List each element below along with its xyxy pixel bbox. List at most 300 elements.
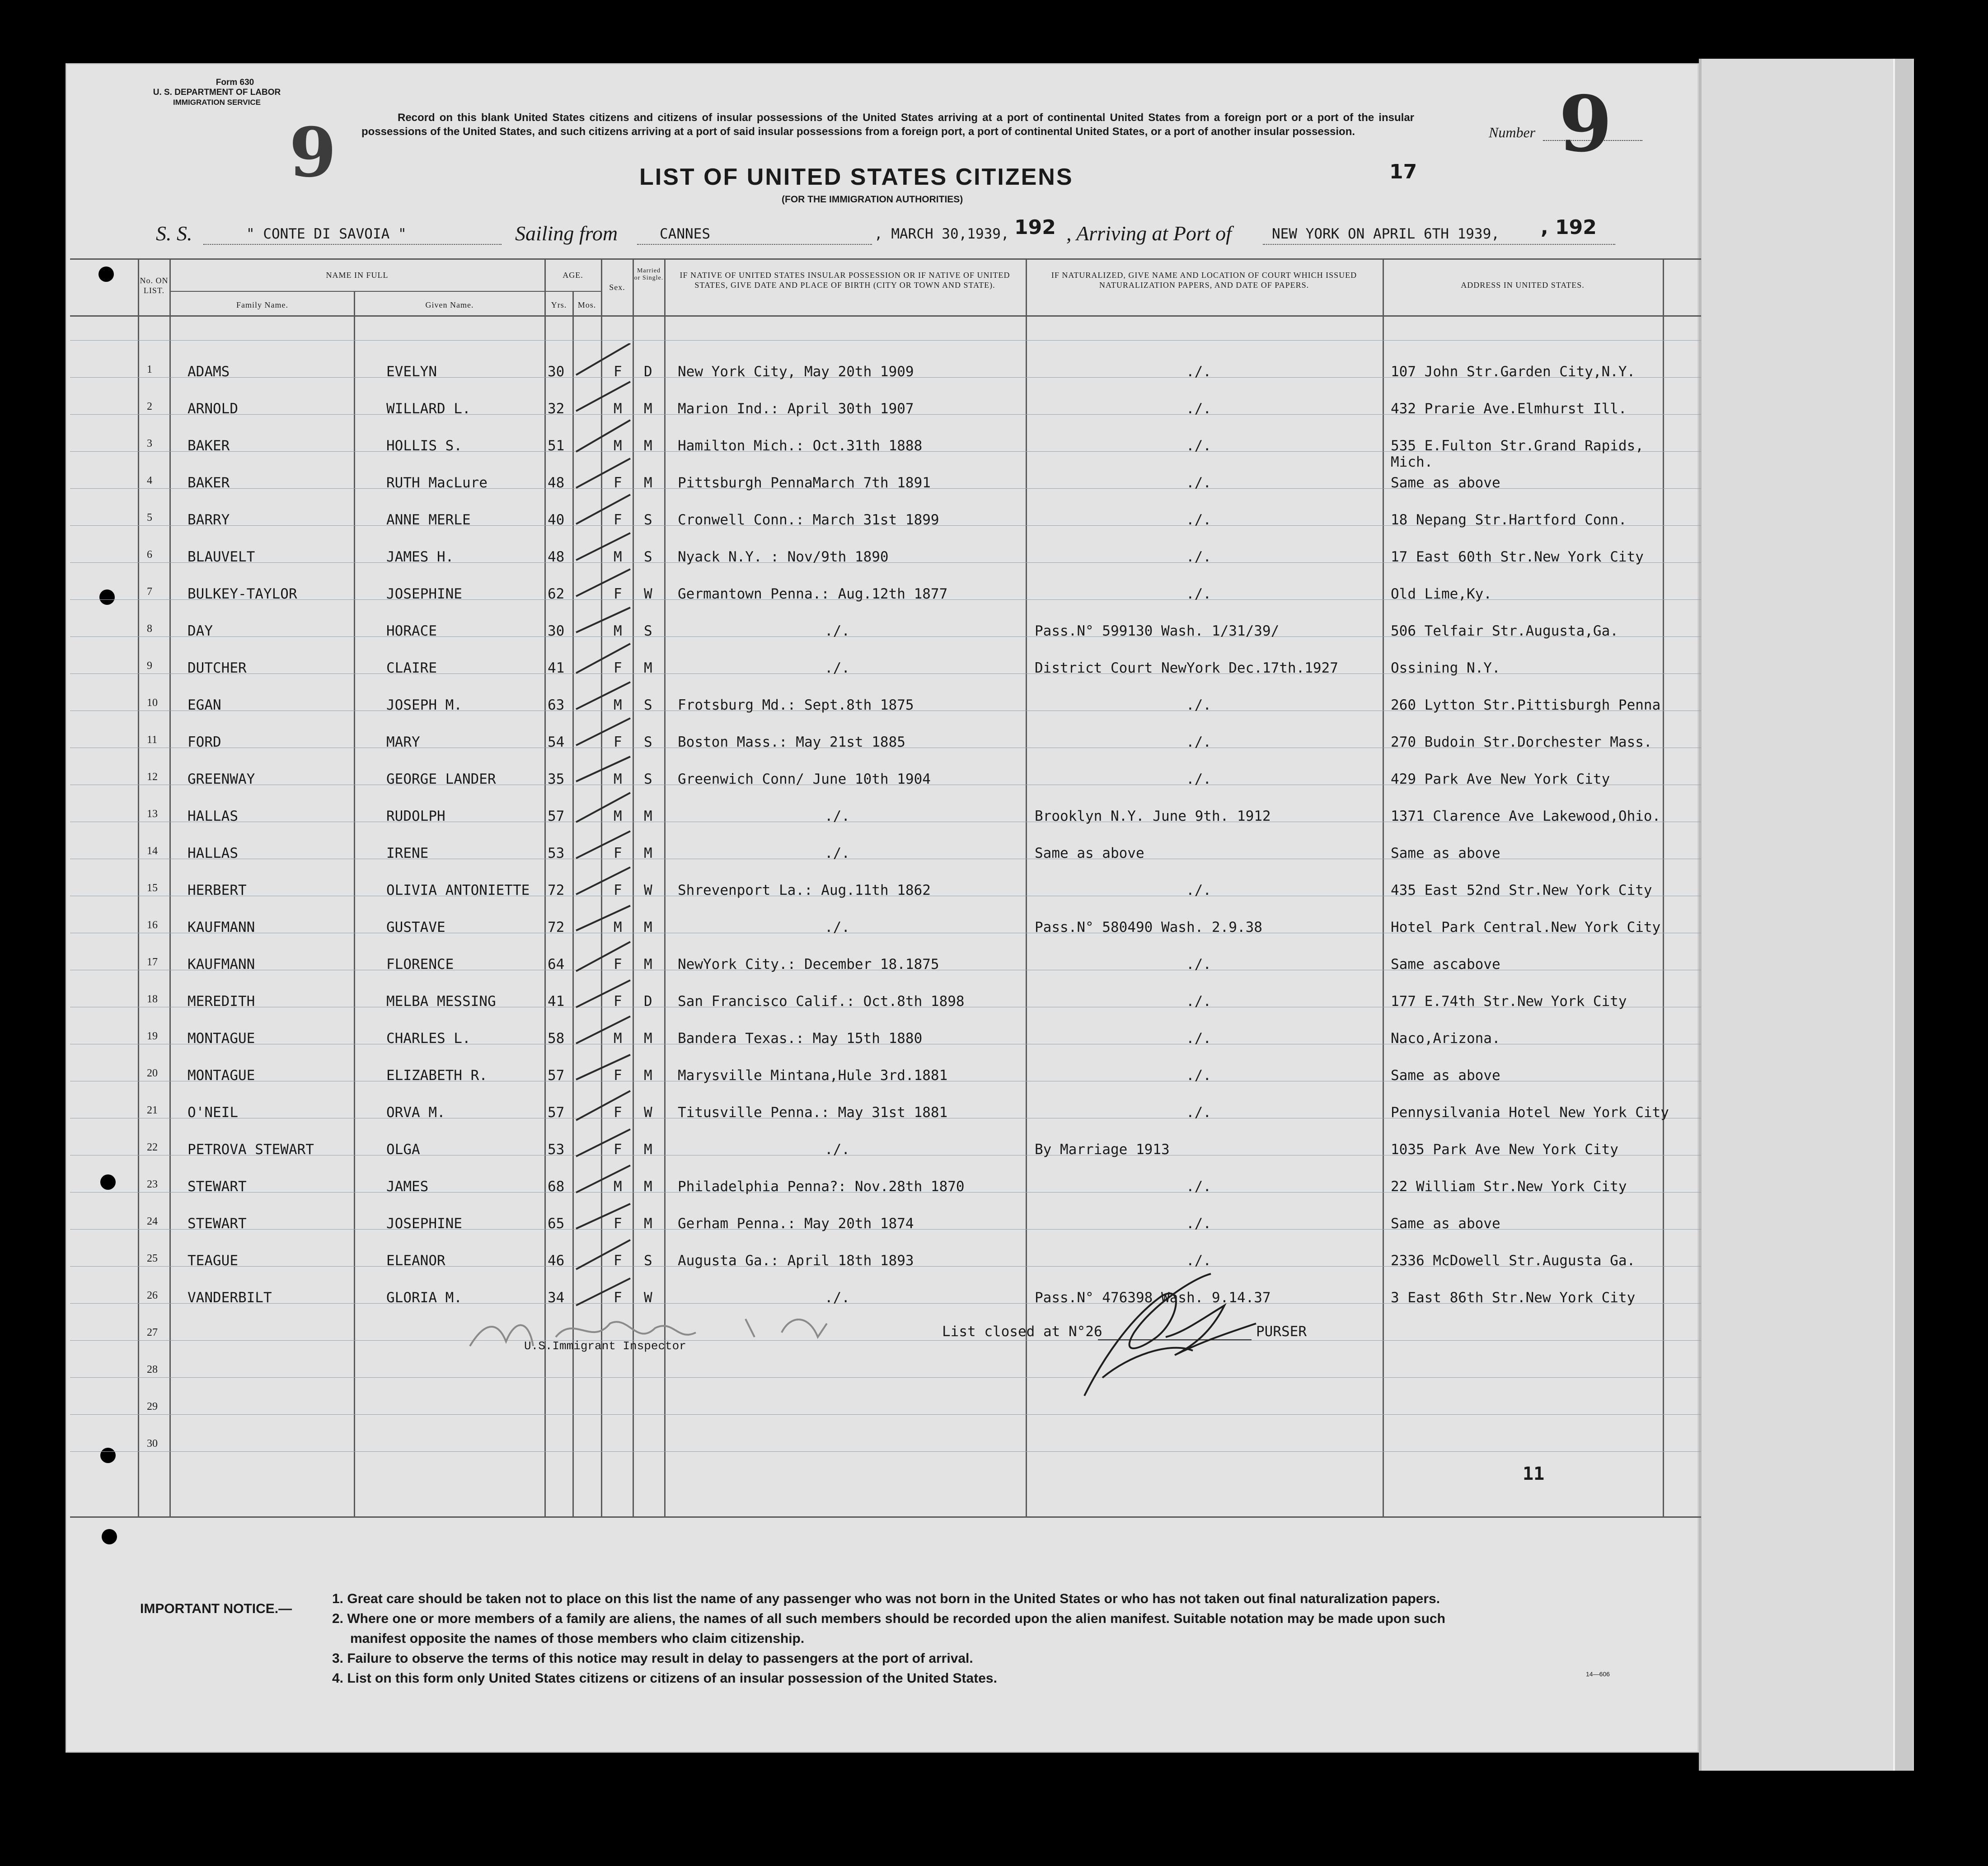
row-number: 21 xyxy=(147,1104,158,1116)
age-years: 72 xyxy=(548,919,565,935)
row-number: 10 xyxy=(147,697,158,709)
form-code: 14—606 xyxy=(1586,1670,1610,1678)
naturalization: ./. xyxy=(1186,438,1211,454)
age-years: 40 xyxy=(548,512,565,528)
given-name: JAMES H. xyxy=(386,549,454,565)
sex: F xyxy=(614,586,622,602)
row-number: 3 xyxy=(147,438,152,449)
sex: F xyxy=(614,993,622,1010)
col-header-naturalized: IF NATURALIZED, GIVE NAME AND LOCATION OF COURT WHICH ISSUED NATURALIZATION PAPERS, AND DATE OF PAPERS. xyxy=(1051,271,1357,290)
age-years: 64 xyxy=(548,956,565,973)
row-number: 28 xyxy=(147,1364,158,1375)
given-name: ORVA M. xyxy=(386,1104,445,1121)
row-number: 29 xyxy=(147,1401,158,1412)
given-name: ELEANOR xyxy=(386,1253,445,1269)
given-name: RUTH MacLure xyxy=(386,475,488,491)
row-rule xyxy=(70,1414,1701,1415)
naturalization: ./. xyxy=(1186,475,1211,491)
address: Same as above xyxy=(1391,475,1500,491)
family-name: BULKEY-TAYLOR xyxy=(188,586,297,602)
age-years: 65 xyxy=(548,1216,565,1232)
family-name: O'NEIL xyxy=(188,1104,238,1121)
purser-signature-icon xyxy=(1075,1265,1265,1405)
family-name: KAUFMANN xyxy=(188,919,255,935)
row-number: 9 xyxy=(147,660,152,672)
age-years: 48 xyxy=(548,475,565,491)
given-name: GEORGE LANDER xyxy=(386,771,496,787)
punch-hole xyxy=(98,267,114,282)
given-name: OLGA xyxy=(386,1141,420,1158)
page-title: LIST OF UNITED STATES CITIZENS xyxy=(639,164,1074,190)
sex: M xyxy=(614,771,622,787)
table-row xyxy=(0,660,1988,678)
birth-place-date: Pittsburgh PennaMarch 7th 1891 xyxy=(678,475,931,491)
table-row xyxy=(0,845,1988,863)
row-number: 6 xyxy=(147,549,152,561)
punch-hole xyxy=(102,1529,117,1544)
birth-place-date: Shrevenport La.: Aug.11th 1862 xyxy=(678,882,931,898)
sex: F xyxy=(614,1253,622,1269)
address: 432 Prarie Ave.Elmhurst Ill. xyxy=(1391,401,1627,417)
notice-item: 2. Where one or more members of a family are aliens, the names of all such members should be recorded upon the alien manifest. Suitable notation may be made upon such xyxy=(332,1611,1445,1626)
sex: F xyxy=(614,475,622,491)
table-row xyxy=(0,438,1988,470)
marital-status: W xyxy=(644,882,652,898)
birth-place-date: NewYork City.: December 18.1875 xyxy=(678,956,939,973)
marital-status: M xyxy=(644,1179,652,1195)
address: Same ascabove xyxy=(1391,956,1500,973)
list-closed-note: List closed at N°26 xyxy=(942,1324,1102,1340)
col-header-name: NAME IN FULL xyxy=(326,271,389,280)
sex: M xyxy=(614,438,622,454)
inspector-label: U.S.Immigrant Inspector xyxy=(524,1339,686,1353)
naturalization: ./. xyxy=(1186,882,1211,898)
naturalization: ./. xyxy=(1186,697,1211,713)
birth-place-date: ./. xyxy=(825,660,850,676)
row-number: 4 xyxy=(147,475,152,486)
page-edge xyxy=(1893,59,1913,1771)
birth-place-date: ./. xyxy=(825,623,850,639)
marital-status: W xyxy=(644,586,652,602)
ship-line xyxy=(203,244,502,245)
naturalization: ./. xyxy=(1186,1216,1211,1232)
purser-label: PURSER xyxy=(1256,1324,1307,1340)
age-years: 46 xyxy=(548,1253,565,1269)
naturalization: ./. xyxy=(1186,549,1211,565)
marital-status: M xyxy=(644,1216,652,1232)
table-row xyxy=(0,993,1988,1011)
table-row xyxy=(0,1141,1988,1160)
number-label: Number xyxy=(1489,124,1536,140)
marital-status: M xyxy=(644,1141,652,1158)
family-name: HALLAS xyxy=(188,808,238,824)
row-number: 27 xyxy=(147,1327,158,1338)
family-name: TEAGUE xyxy=(188,1253,238,1269)
ss-label: S. S. xyxy=(156,222,192,245)
marital-status: S xyxy=(644,623,652,639)
family-name: BAKER xyxy=(188,438,230,454)
table-row xyxy=(0,401,1988,419)
punch-hole xyxy=(100,1448,116,1463)
table-row xyxy=(0,1030,1988,1048)
age-years: 57 xyxy=(548,1104,565,1121)
age-years: 35 xyxy=(548,771,565,787)
family-name: STEWART xyxy=(188,1216,247,1232)
row-number: 14 xyxy=(147,845,158,857)
naturalization: Brooklyn N.Y. June 9th. 1912 xyxy=(1035,808,1271,824)
given-name: WILLARD L. xyxy=(386,401,471,417)
row-rule xyxy=(70,1451,1701,1452)
family-name: ADAMS xyxy=(188,364,230,380)
given-name: RUDOLPH xyxy=(386,808,445,824)
name-sub-rule xyxy=(169,291,599,292)
sex: F xyxy=(614,956,622,973)
birth-place-date: Augusta Ga.: April 18th 1893 xyxy=(678,1253,914,1269)
sailing-date: , MARCH 30,1939, xyxy=(874,226,1009,242)
birth-place-date: Boston Mass.: May 21st 1885 xyxy=(678,734,905,750)
col-header-married: Married or Single. xyxy=(634,267,664,281)
given-name: CLAIRE xyxy=(386,660,437,676)
given-name: GLORIA M. xyxy=(386,1290,462,1306)
row-number: 1 xyxy=(147,364,152,375)
naturalization: ./. xyxy=(1186,586,1211,602)
age-years: 62 xyxy=(548,586,565,602)
naturalization: Pass.N° 599130 Wash. 1/31/39/ xyxy=(1035,623,1280,639)
row-number: 18 xyxy=(147,993,158,1005)
marital-status: M xyxy=(644,845,652,861)
row-number: 7 xyxy=(147,586,152,598)
table-row xyxy=(0,697,1988,715)
family-name: KAUFMANN xyxy=(188,956,255,973)
ship-name: " CONTE DI SAVOIA " xyxy=(246,226,407,242)
col-header-yrs: Yrs. xyxy=(551,300,567,309)
page-subtitle: (FOR THE IMMIGRATION AUTHORITIES) xyxy=(782,194,963,205)
table-row xyxy=(0,1253,1988,1271)
notice-item: 1. Great care should be taken not to place on this list the name of any passenger who was not born in the United States or who has not taken out final naturalization papers. xyxy=(332,1591,1440,1606)
year-stamp: 192 xyxy=(1014,216,1056,239)
address: 1035 Park Ave New York City xyxy=(1391,1141,1618,1158)
address: Old Lime,Ky. xyxy=(1391,586,1492,602)
age-years: 41 xyxy=(548,993,565,1010)
sex: M xyxy=(614,549,622,565)
given-name: JOSEPHINE xyxy=(386,586,462,602)
sailing-line xyxy=(637,244,872,245)
sex: M xyxy=(614,1030,622,1047)
marital-status: M xyxy=(644,956,652,973)
birth-place-date: Nyack N.Y. : Nov/9th 1890 xyxy=(678,549,889,565)
table-row xyxy=(0,1104,1988,1122)
birth-place-date: ./. xyxy=(825,1141,850,1158)
marital-status: S xyxy=(644,549,652,565)
row-number: 26 xyxy=(147,1290,158,1301)
row-number: 5 xyxy=(147,512,152,524)
notice-label: IMPORTANT NOTICE.— xyxy=(140,1601,292,1616)
naturalization: ./. xyxy=(1186,1179,1211,1195)
row-number: 19 xyxy=(147,1030,158,1042)
address: 535 E.Fulton Str.Grand Rapids, Mich. xyxy=(1391,438,1644,470)
family-name: BARRY xyxy=(188,512,230,528)
address: 3 East 86th Str.New York City xyxy=(1391,1290,1636,1306)
address: Ossining N.Y. xyxy=(1391,660,1500,676)
birth-place-date: Titusville Penna.: May 31st 1881 xyxy=(678,1104,948,1121)
arriving-label: , Arriving at Port of xyxy=(1066,222,1232,245)
address: 429 Park Ave New York City xyxy=(1391,771,1610,787)
birth-place-date: San Francisco Calif.: Oct.8th 1898 xyxy=(678,993,965,1010)
arriving-port: NEW YORK ON APRIL 6TH 1939, xyxy=(1272,226,1500,242)
age-years: 58 xyxy=(548,1030,565,1047)
address: Same as above xyxy=(1391,1216,1500,1232)
col-header-no: No. ON LIST. xyxy=(140,276,169,295)
left-stamp-number: 9 xyxy=(289,113,337,192)
col-header-address: ADDRESS IN UNITED STATES. xyxy=(1461,281,1585,290)
naturalization: ./. xyxy=(1186,771,1211,787)
manifest-sheet xyxy=(66,63,1699,1753)
notice-item: manifest opposite the names of those members who claim citizenship. xyxy=(350,1631,805,1646)
sailing-port: CANNES xyxy=(660,226,710,242)
marital-status: D xyxy=(644,993,652,1010)
col-header-native: IF NATIVE OF UNITED STATES INSULAR POSSESSION OR IF NATIVE OF UNITED STATES, GIVE DATE AND PLACE OF BIRTH (CITY OR TOWN AND STATE). xyxy=(680,271,1010,290)
col-header-sex: Sex. xyxy=(609,283,625,292)
form-number: Form 630 xyxy=(216,78,254,87)
age-years: 63 xyxy=(548,697,565,713)
sex: M xyxy=(614,623,622,639)
age-years: 57 xyxy=(548,808,565,824)
birth-place-date: ./. xyxy=(825,919,850,935)
naturalization: ./. xyxy=(1186,512,1211,528)
given-name: JOSEPH M. xyxy=(386,697,462,713)
birth-place-date: ./. xyxy=(825,1290,850,1306)
marital-status: M xyxy=(644,475,652,491)
sex: M xyxy=(614,808,622,824)
birth-place-date: Germantown Penna.: Aug.12th 1877 xyxy=(678,586,948,602)
given-name: ANNE MERLE xyxy=(386,512,471,528)
address: Pennysilvania Hotel New York City xyxy=(1391,1104,1669,1121)
birth-place-date: ./. xyxy=(825,845,850,861)
family-name: BAKER xyxy=(188,475,230,491)
address: 506 Telfair Str.Augusta,Ga. xyxy=(1391,623,1618,639)
row-number: 20 xyxy=(147,1067,158,1079)
table-row xyxy=(0,623,1988,641)
table-top-rule xyxy=(70,258,1701,260)
department-name: U. S. DEPARTMENT OF LABOR xyxy=(153,88,281,97)
marital-status: M xyxy=(644,660,652,676)
family-name: GREENWAY xyxy=(188,771,255,787)
birth-place-date: Cronwell Conn.: March 31st 1899 xyxy=(678,512,939,528)
birth-place-date: Hamilton Mich.: Oct.31th 1888 xyxy=(678,438,923,454)
col-header-age: AGE. xyxy=(563,271,583,280)
table-row xyxy=(0,549,1988,567)
row-number: 16 xyxy=(147,919,158,931)
row-number: 15 xyxy=(147,882,158,894)
given-name: MARY xyxy=(386,734,420,750)
table-row xyxy=(0,808,1988,826)
table-row xyxy=(0,512,1988,530)
family-name: FORD xyxy=(188,734,221,750)
naturalization: ./. xyxy=(1186,1104,1211,1121)
row-number: 24 xyxy=(147,1216,158,1227)
sex: F xyxy=(614,734,622,750)
marital-status: W xyxy=(644,1290,652,1306)
address: Hotel Park Central.New York City xyxy=(1391,919,1661,935)
family-name: HERBERT xyxy=(188,882,247,898)
given-name: ELIZABETH R. xyxy=(386,1067,488,1084)
year-stamp: , 192 xyxy=(1541,216,1597,239)
service-name: IMMIGRATION SERVICE xyxy=(173,98,261,107)
table-row xyxy=(0,475,1988,493)
family-name: STEWART xyxy=(188,1179,247,1195)
address: Naco,Arizona. xyxy=(1391,1030,1500,1047)
naturalization: Same as above xyxy=(1035,845,1144,861)
birth-place-date: Gerham Penna.: May 20th 1874 xyxy=(678,1216,914,1232)
address: 2336 McDowell Str.Augusta Ga. xyxy=(1391,1253,1636,1269)
table-row xyxy=(0,1179,1988,1197)
sex: M xyxy=(614,1179,622,1195)
given-name: JAMES xyxy=(386,1179,429,1195)
col-header-given: Given Name. xyxy=(425,300,474,309)
marital-status: M xyxy=(644,808,652,824)
table-row xyxy=(0,364,1988,382)
family-name: ARNOLD xyxy=(188,401,238,417)
family-name: MEREDITH xyxy=(188,993,255,1010)
family-name: MONTAGUE xyxy=(188,1030,255,1047)
sex: F xyxy=(614,512,622,528)
row-number: 22 xyxy=(147,1141,158,1153)
given-name: MELBA MESSING xyxy=(386,993,496,1010)
given-name: OLIVIA ANTONIETTE xyxy=(386,882,530,898)
age-years: 48 xyxy=(548,549,565,565)
address: Same as above xyxy=(1391,845,1500,861)
given-name: GUSTAVE xyxy=(386,919,445,935)
age-years: 53 xyxy=(548,1141,565,1158)
marital-status: S xyxy=(644,1253,652,1269)
address: 18 Nepang Str.Hartford Conn. xyxy=(1391,512,1627,528)
given-name: HORACE xyxy=(386,623,437,639)
row-number: 8 xyxy=(147,623,152,635)
family-name: PETROVA STEWART xyxy=(188,1141,314,1158)
age-years: 32 xyxy=(548,401,565,417)
row-number: 2 xyxy=(147,401,152,412)
sex: F xyxy=(614,882,622,898)
address: Same as above xyxy=(1391,1067,1500,1084)
marital-status: D xyxy=(644,364,652,380)
age-years: 51 xyxy=(548,438,565,454)
address: 22 William Str.New York City xyxy=(1391,1179,1627,1195)
row-number: 25 xyxy=(147,1253,158,1264)
table-row xyxy=(0,586,1988,604)
notice-items xyxy=(332,1589,1679,1688)
table-row xyxy=(0,882,1988,900)
family-name: MONTAGUE xyxy=(188,1067,255,1084)
address: 107 John Str.Garden City,N.Y. xyxy=(1391,364,1636,380)
row-rule xyxy=(70,1377,1701,1378)
age-years: 57 xyxy=(548,1067,565,1084)
sex: F xyxy=(614,1141,622,1158)
checkmark-tally-icon xyxy=(567,343,639,1337)
naturalization: Pass.N° 476398 Wash. 9.14.37 xyxy=(1035,1290,1271,1306)
marital-status: S xyxy=(644,512,652,528)
arriving-line xyxy=(1263,244,1615,245)
family-name: VANDERBILT xyxy=(188,1290,272,1306)
table-row xyxy=(0,771,1988,789)
sex: M xyxy=(614,401,622,417)
family-name: DAY xyxy=(188,623,213,639)
sex: F xyxy=(614,364,622,380)
family-name: DUTCHER xyxy=(188,660,247,676)
row-number: 11 xyxy=(147,734,158,746)
sex: F xyxy=(614,1104,622,1121)
page-number: 17 xyxy=(1389,160,1417,183)
notice-item: 4. List on this form only United States citizens or citizens of an insular possession of the United States. xyxy=(332,1671,997,1686)
row-number: 23 xyxy=(147,1179,158,1190)
age-years: 54 xyxy=(548,734,565,750)
table-row xyxy=(0,734,1988,752)
birth-place-date: New York City, May 20th 1909 xyxy=(678,364,914,380)
naturalization: ./. xyxy=(1186,1253,1211,1269)
naturalization: ./. xyxy=(1186,1030,1211,1047)
age-years: 53 xyxy=(548,845,565,861)
row-rule xyxy=(70,340,1701,341)
naturalization: ./. xyxy=(1186,364,1211,380)
marital-status: M xyxy=(644,1067,652,1084)
header-bottom-rule xyxy=(70,315,1701,317)
birth-place-date: Philadelphia Penna?: Nov.28th 1870 xyxy=(678,1179,965,1195)
marital-status: S xyxy=(644,771,652,787)
address: 177 E.74th Str.New York City xyxy=(1391,993,1627,1010)
given-name: HOLLIS S. xyxy=(386,438,462,454)
address: 270 Budoin Str.Dorchester Mass. xyxy=(1391,734,1652,750)
sex: F xyxy=(614,845,622,861)
birth-place-date: Frotsburg Md.: Sept.8th 1875 xyxy=(678,697,914,713)
table-row xyxy=(0,1216,1988,1234)
row-number: 30 xyxy=(147,1438,158,1450)
row-number: 17 xyxy=(147,956,158,968)
age-years: 68 xyxy=(548,1179,565,1195)
naturalization: ./. xyxy=(1186,401,1211,417)
sex: M xyxy=(614,919,622,935)
col-header-family: Family Name. xyxy=(236,300,288,309)
table-row xyxy=(0,956,1988,974)
sex: F xyxy=(614,1216,622,1232)
marital-status: M xyxy=(644,438,652,454)
birth-place-date: Marysville Mintana,Hule 3rd.1881 xyxy=(678,1067,948,1084)
naturalization: ./. xyxy=(1186,956,1211,973)
given-name: JOSEPHINE xyxy=(386,1216,462,1232)
address: 1371 Clarence Ave Lakewood,Ohio. xyxy=(1391,808,1661,824)
table-row xyxy=(0,919,1988,937)
col-header-mos: Mos. xyxy=(577,300,596,309)
naturalization: ./. xyxy=(1186,993,1211,1010)
naturalization: ./. xyxy=(1186,734,1211,750)
row-number: 12 xyxy=(147,771,158,783)
naturalization: Pass.N° 580490 Wash. 2.9.38 xyxy=(1035,919,1262,935)
age-years: 30 xyxy=(548,623,565,639)
sex: F xyxy=(614,1067,622,1084)
number-value: 9 xyxy=(1559,79,1613,169)
notice-item: 3. Failure to observe the terms of this notice may result in delay to passengers at the port of arrival. xyxy=(332,1651,973,1666)
given-name: IRENE xyxy=(386,845,429,861)
age-years: 34 xyxy=(548,1290,565,1306)
marital-status: M xyxy=(644,919,652,935)
form-instructions: Record on this blank United States citizens and citizens of insular possessions of the United States arriving at a port of continental United States from a foreign port or a port of the insular possessions of the United States, and such citizens arriving at a port of said insular possessions from a foreign port, a port of continental United States, or a port of another insular possession. xyxy=(361,112,1414,138)
birth-place-date: Marion Ind.: April 30th 1907 xyxy=(678,401,914,417)
sex: F xyxy=(614,660,622,676)
naturalization: District Court NewYork Dec.17th.1927 xyxy=(1035,660,1338,676)
address: 260 Lytton Str.Pittisburgh Penna xyxy=(1391,697,1661,713)
given-name: EVELYN xyxy=(386,364,437,380)
age-years: 72 xyxy=(548,882,565,898)
row-number: 13 xyxy=(147,808,158,820)
table-row xyxy=(0,1067,1988,1085)
